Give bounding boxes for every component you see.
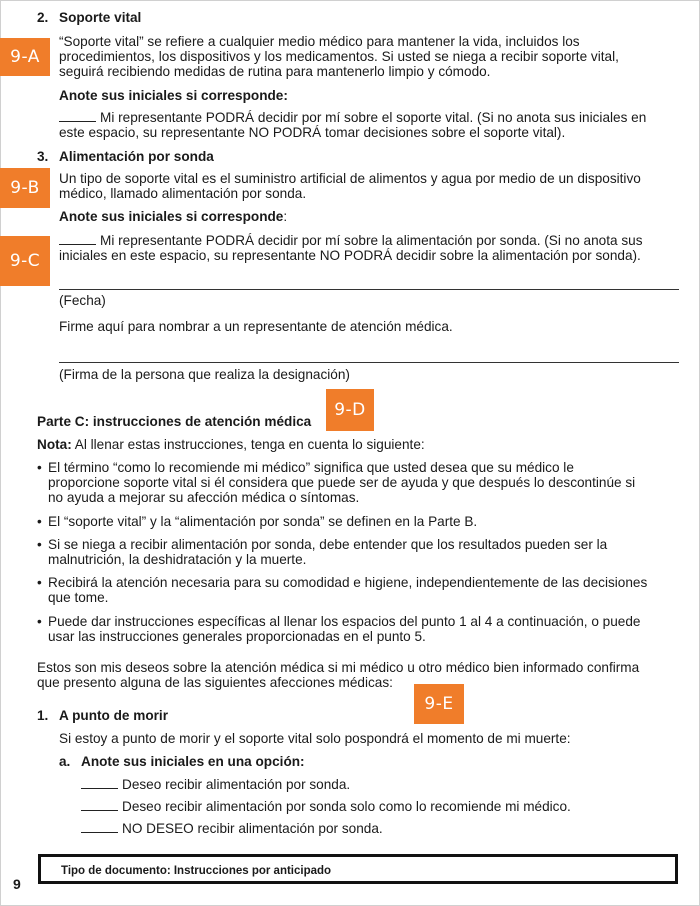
bullet-dot: • [37,460,42,475]
item-1-text: Si estoy a punto de morir y el soporte vital solo pospondrá el momento de mi muerte: [59,731,571,746]
section-3-text-line: médico, llamado alimentación por sonda. [59,186,307,201]
section-2-number: 2. [37,10,49,25]
tag-9d: 9-D [326,389,374,431]
section-3-option-text: Mi representante PODRÁ decidir por mí sobre la alimentación por sonda. (Si no anota sus [100,233,643,248]
bullet-5-line: Puede dar instrucciones específicas al llenar los espacios del punto 1 al 4 a continuación, o puede [48,614,641,629]
section-2-text-line: “Soporte vital” se refiere a cualquier medio médico para mantener la vida, incluidos los [59,34,580,49]
note-label: Nota: [37,437,72,452]
bullet-dot: • [37,514,42,529]
sign-here-text: Firme aquí para nombrar a un representante de atención médica. [59,319,453,334]
bullet-3-line: Si se niega a recibir alimentación por sonda, debe entender que los resultados pueden ser la [48,537,608,552]
bullet-1-line: no ayuda a mejorar su afección médica o síntomas. [48,490,360,505]
initials-blank[interactable] [59,233,96,245]
item-1a-number: a. [59,754,71,769]
option-row [81,777,350,793]
bullet-4-line: Recibirá la atención necesaria para su comodidad e higiene, independientemente de las decisiones [48,575,648,590]
section-3-heading: Alimentación por sonda [59,149,214,164]
section-2-option [59,110,646,126]
date-line[interactable] [59,289,679,290]
tag-9a: 9-A [0,38,50,76]
bullet-dot: • [37,575,42,590]
wishes-line: que presento alguna de las siguientes afecciones médicas: [37,675,393,690]
bullet-3-line: malnutrición, la deshidratación y la muerte. [48,552,307,567]
bullet-dot: • [37,614,42,629]
section-3-initials-label-row [59,209,287,225]
bullet-5-line: usar las instrucciones generales proporcionadas en el punto 5. [48,629,426,644]
signer-label: (Firma de la persona que realiza la designación) [59,367,350,382]
section-3-option-text-line: iniciales en este espacio, su representante NO PODRÁ decidir sobre la alimentación por sonda). [59,248,641,263]
initials-blank[interactable] [59,110,96,122]
date-label: (Fecha) [59,293,106,308]
bullet-1-line: El término “como lo recomiende mi médico” significa que usted desea que su médico le [48,460,574,475]
tag-9b: 9-B [0,168,50,208]
tag-9e: 9-E [414,684,464,724]
section-2-text-line: procedimientos, los dispositivos y los medicamentos. Si usted se niega a recibir soporte vital, [59,49,619,64]
section-2-option-text-line: este espacio, su representante NO PODRÁ tomar decisiones sobre el soporte vital). [59,125,566,140]
tag-9c: 9-C [0,236,50,286]
part-c-heading: Parte C: instrucciones de atención médica [37,414,312,429]
wishes-line: Estos son mis deseos sobre la atención médica si mi médico u otro médico bien informado confirma [37,660,640,675]
bullet-4-line: que tome. [48,590,109,605]
initials-blank[interactable] [81,777,118,789]
option-text: Deseo recibir alimentación por sonda. [122,777,351,792]
initials-blank[interactable] [81,821,118,833]
bullet-2-line: El “soporte vital” y la “alimentación por sonda” se definen en la Parte B. [48,514,478,529]
initials-blank[interactable] [81,799,118,811]
section-3-initials-label: Anote sus iniciales si corresponde [59,209,284,224]
item-1-heading: A punto de morir [59,708,168,723]
section-3-number: 3. [37,149,49,164]
note-text: Al llenar estas instrucciones, tenga en cuenta lo siguiente: [71,437,425,452]
document-type-label: Tipo de documento: Instrucciones por anticipado [61,865,332,877]
option-text: Deseo recibir alimentación por sonda solo como lo recomiende mi médico. [122,799,571,814]
section-2-initials-label: Anote sus iniciales si corresponde: [59,88,288,103]
section-3-text-line: Un tipo de soporte vital es el suministro artificial de alimentos y agua por medio de un dispositivo [59,171,641,186]
section-2-option-text: Mi representante PODRÁ decidir por mí sobre el soporte vital. (Si no anota sus iniciales en [100,110,647,125]
section-2-text-line: seguirá recibiendo medidas de rutina para mantenerlo limpio y cómodo. [59,64,491,79]
bullet-dot: • [37,537,42,552]
page-number: 9 [13,876,21,892]
bullet-1-line: proporcione soporte vital si él considera que puede ser de ayuda y que después lo descontinúe si [48,475,636,490]
document-type-box [38,854,678,884]
section-3-option [59,233,643,249]
item-1-number: 1. [37,708,49,723]
signature-line[interactable] [59,362,679,363]
item-1a-label: Anote sus iniciales en una opción: [81,754,305,769]
option-row [81,799,571,815]
note-paragraph [37,437,425,453]
option-row [81,821,383,837]
section-3-initials-colon: : [283,209,288,224]
section-2-heading: Soporte vital [59,10,142,25]
option-text: NO DESEO recibir alimentación por sonda. [122,821,383,836]
